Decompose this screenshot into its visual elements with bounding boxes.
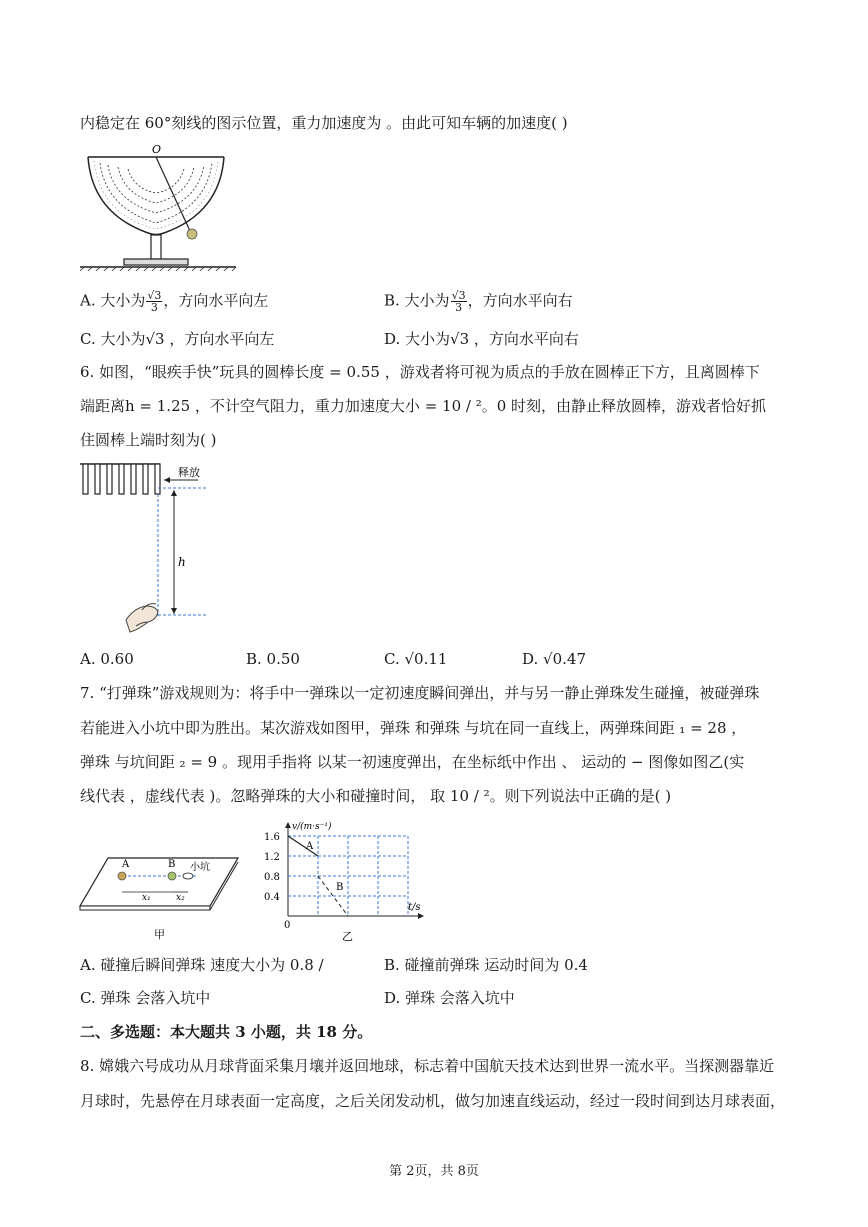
q7-fig-b-ylabel: v/(m·s⁻¹) — [292, 822, 332, 832]
q8-line-1: 8. 嫦娥六号成功从月球背面采集月壤并返回地球，标志着中国航天技术达到世界一流水平。当探测器靠近 — [80, 1057, 775, 1075]
hand-icon — [126, 604, 158, 632]
q7-fig-b-caption: 乙 — [342, 930, 353, 943]
q8-line-2: 月球时，先悬停在月球表面一定高度，之后关闭发动机，做匀加速直线运动，经过一段时间到达月球表面， — [80, 1092, 786, 1110]
q6-option-a[interactable]: A. 0.60 — [80, 650, 134, 668]
q7-fig-b-xlabel: t/s — [408, 902, 421, 913]
q7-fig-b-ytick: 0.8 — [264, 872, 280, 883]
pendulum-bob — [187, 229, 197, 239]
q7-fig-b-ytick: 0.4 — [264, 892, 280, 903]
q7-fig-a-label-b: B — [168, 859, 176, 870]
q5-option-d[interactable]: D. 大小为√3 ，方向水平向右 — [384, 330, 579, 348]
q6-figure-label-h: h — [178, 555, 186, 569]
q6-figure-rods — [76, 460, 216, 640]
q7-option-d[interactable]: D. 弹珠 会落入坑中 — [384, 989, 515, 1007]
line-a-solid — [288, 836, 318, 856]
q5-figure-label-o: O — [152, 143, 162, 156]
q5-option-a[interactable]: A. 大小为 $\frac{√3}{3}$ ，方向水平向左 — [80, 289, 269, 314]
marble-a — [118, 872, 126, 880]
q6-line-1: 6. 如图，“眼疾手快”玩具的圆棒长度 = 0.55 ，游戏者将可视为质点的手放在圆棒正下方，且离圆棒下 — [80, 363, 760, 381]
marble-b — [168, 872, 176, 880]
q7-option-c[interactable]: C. 弹珠 会落入坑中 — [80, 989, 211, 1007]
q7-line-1: 7. “打弹珠”游戏规则为：将手中一弹珠以一定初速度瞬间弹出，并与另一静止弹珠发生碰撞，被碰弹珠 — [80, 684, 760, 702]
q6-line-2: 端距离h = 1.25 ，不计空气阻力，重力加速度大小 = 10 / ²。0 时刻，由静止释放圆棒，游戏者恰好抓 — [80, 397, 767, 415]
q7-line-4: 线代表 ，虚线代表 )。忽略弹珠的大小和碰撞时间， 取 10 / ²。则下列说法中正确的是( ) — [80, 787, 672, 805]
q7-fig-b-label-b: B — [336, 882, 344, 893]
q7-fig-b-ytick: 1.6 — [264, 832, 280, 843]
q7-line-3: 弹珠 与坑间距 ₂ = 9 。现用手指将 以某一初速度弹出，在坐标纸中作出 、 运动的 − 图像如图乙(实 — [80, 753, 745, 771]
q7-fig-a-x1: x₁ — [142, 893, 151, 903]
q6-option-b[interactable]: B. 0.50 — [246, 650, 300, 668]
q7-fig-a-x2: x₂ — [176, 893, 185, 903]
pit-icon — [183, 873, 193, 879]
q6-option-c[interactable]: C. √0.11 — [384, 650, 448, 668]
page-footer: 第 2页，共 8页 — [389, 1164, 479, 1179]
q7-line-2: 若能进入小坑中即为胜出。某次游戏如图甲，弹珠 和弹珠 与坑在同一直线上，两弹珠间距 ₁ = 28 ， — [80, 719, 747, 737]
q7-fig-b-origin: 0 — [284, 920, 291, 931]
q5-figure-bowl — [78, 143, 240, 271]
q7-fig-a-label-pit: 小坑 — [190, 862, 210, 873]
q7-fig-b-ytick: 1.2 — [264, 852, 280, 863]
q5-stem: 内稳定在 60°刻线的图示位置，重力加速度为 。由此可知车辆的加速度( ) — [80, 114, 568, 132]
q6-figure-label-release: 释放 — [178, 466, 200, 479]
q5-option-b[interactable]: B. 大小为 $\frac{√3}{3}$ ，方向水平向右 — [384, 289, 573, 314]
q7-figure-b-vt-graph — [262, 818, 432, 944]
q6-line-3: 住圆棒上端时刻为( ) — [80, 431, 217, 449]
q7-fig-a-label-a: A — [122, 859, 130, 870]
q7-option-b[interactable]: B. 碰撞前弹珠 运动时间为 0.4 — [384, 956, 588, 974]
q5-option-c[interactable]: C. 大小为√3 ，方向水平向左 — [80, 330, 275, 348]
q7-fig-b-label-a: A — [306, 841, 314, 852]
section-heading: 二、多选题：本大题共 3 小题，共 18 分。 — [80, 1023, 373, 1041]
q7-option-a[interactable]: A. 碰撞后瞬间弹珠 速度大小为 0.8 / — [80, 956, 324, 974]
q6-option-d[interactable]: D. √0.47 — [522, 650, 586, 668]
q7-figure-a — [78, 850, 242, 942]
q7-fig-a-caption: 甲 — [154, 928, 165, 941]
